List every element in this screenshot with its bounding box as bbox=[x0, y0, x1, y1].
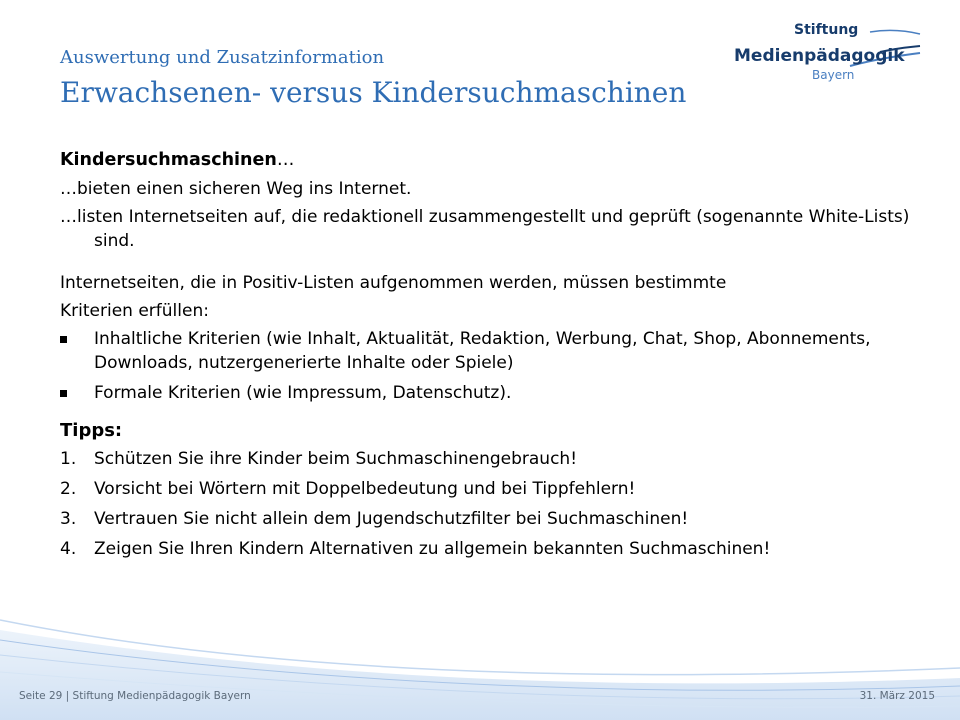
tipp-number: 1. bbox=[60, 449, 77, 469]
subhead-text: Kindersuchmaschinen bbox=[60, 150, 277, 170]
tipp-text: Zeigen Sie Ihren Kindern Alternativen zu allgemein bekannten Suchmaschinen! bbox=[94, 539, 771, 559]
criteria-bullet bbox=[60, 381, 940, 405]
tipp-number: 4. bbox=[60, 539, 77, 559]
tipp-item bbox=[60, 507, 940, 531]
square-bullet-icon bbox=[60, 336, 67, 343]
stiftung-logo bbox=[730, 12, 930, 92]
tipp-text: Schützen Sie ihre Kinder beim Suchmaschinengebrauch! bbox=[94, 449, 578, 469]
slide-title: Erwachsenen- versus Kindersuchmaschinen bbox=[60, 76, 687, 109]
square-bullet-icon bbox=[60, 390, 67, 397]
tipp-item bbox=[60, 447, 940, 471]
criteria-intro-line-2: Kriterien erfüllen: bbox=[60, 301, 209, 321]
subhead-ellipsis: … bbox=[276, 150, 295, 170]
logo-line-stiftung: Stiftung bbox=[794, 22, 859, 38]
criteria-bullet-text: Formale Kriterien (wie Impressum, Datenschutz). bbox=[94, 383, 512, 403]
tipp-number: 3. bbox=[60, 509, 77, 529]
tipp-number: 2. bbox=[60, 479, 77, 499]
footer-date: 31. März 2015 bbox=[859, 690, 935, 702]
logo-line-medienpaedagogik: Medienpädagogik bbox=[734, 46, 905, 66]
tipp-text: Vertrauen Sie nicht allein dem Jugendschutzfilter bei Suchmaschinen! bbox=[94, 509, 689, 529]
logo-line-bayern: Bayern bbox=[812, 68, 855, 82]
tipps-heading: Tipps: bbox=[60, 420, 123, 441]
criteria-bullet-text: Inhaltliche Kriterien (wie Inhalt, Aktualität, Redaktion, Werbung, Chat, Shop, Abonnements, Downloads, nutzergenerierte Inhalte oder Spiele) bbox=[94, 329, 871, 373]
slide-body bbox=[60, 148, 940, 567]
statement-line-2: …listen Internetseiten auf, die redaktionell zusammengestellt und geprüft (sogenannte White-Lists) sind. bbox=[60, 207, 910, 251]
statement-line-1: …bieten einen sicheren Weg ins Internet. bbox=[60, 179, 412, 199]
slide-kicker: Auswertung und Zusatzinformation bbox=[60, 47, 385, 68]
criteria-intro-line-1: Internetseiten, die in Positiv-Listen aufgenommen werden, müssen bestimmte bbox=[60, 273, 727, 293]
footer-page-info: Seite 29 | Stiftung Medienpädagogik Bayern bbox=[19, 690, 251, 702]
tipp-text: Vorsicht bei Wörtern mit Doppelbedeutung und bei Tippfehlern! bbox=[94, 479, 636, 499]
tipp-item bbox=[60, 477, 940, 501]
footer-wave-decoration bbox=[0, 600, 960, 720]
section-heading-kindersuchmaschinen bbox=[60, 148, 940, 172]
tipp-item bbox=[60, 537, 940, 561]
criteria-bullet bbox=[60, 327, 940, 375]
